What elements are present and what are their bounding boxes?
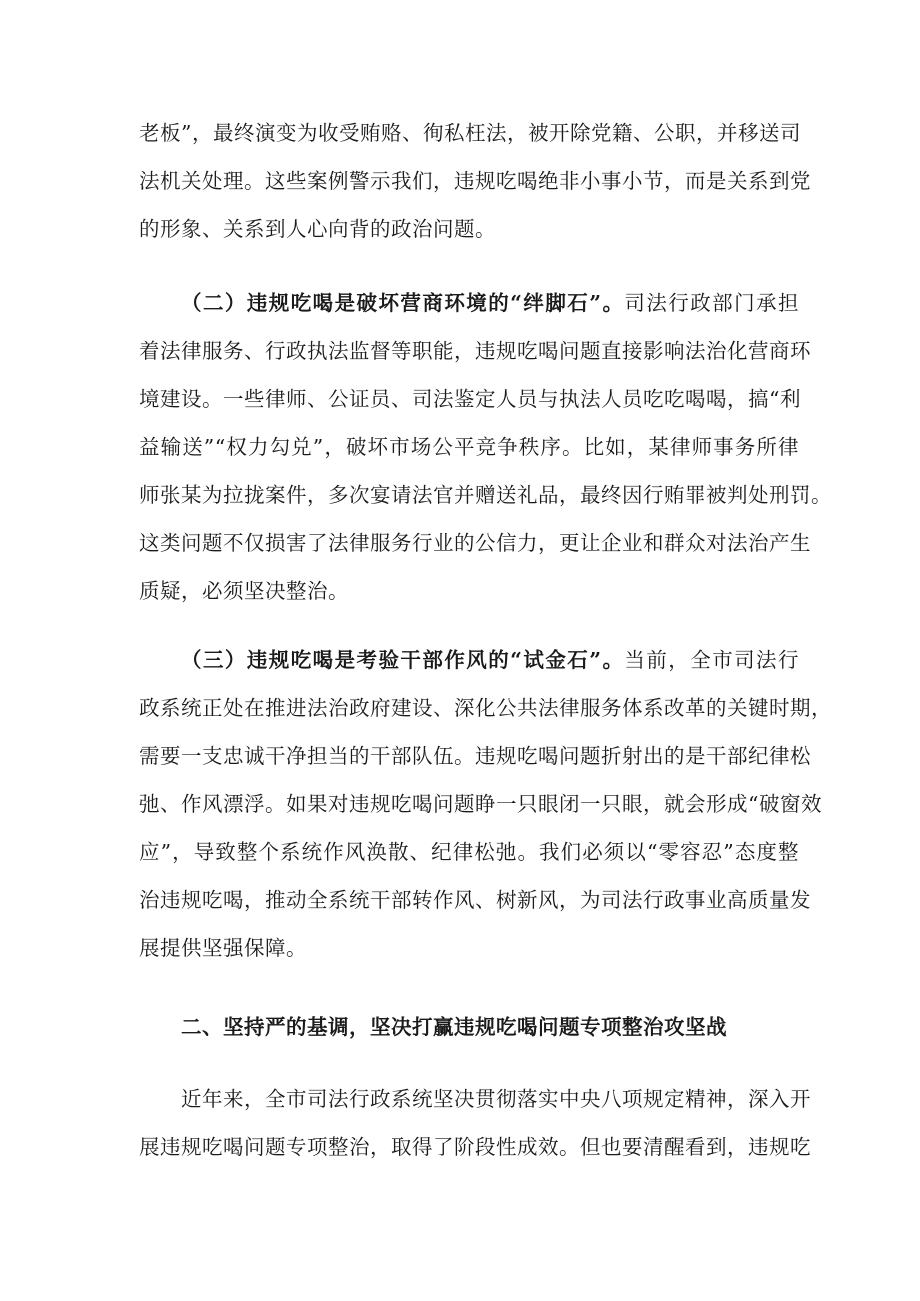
paragraph-line: 弛、作风漂浮。如果对违规吃喝问题睁一只眼闭一只眼，就会形成“破窗效 [139,792,822,816]
paragraph-line: 老板”，最终演变为收受贿赂、徇私枉法，被开除党籍、公职，并移送司 [139,121,801,145]
paragraph-line: 展违规吃喝问题专项整治，取得了阶段性成效。但也要清醒看到，违规吃 [139,1135,811,1159]
paragraph-line: 的形象、关系到人心向背的政治问题。 [139,217,496,241]
paragraph-line: 政系统正处在推进法治政府建设、深化公共法律服务体系改革的关键时期， [139,696,832,720]
paragraph-line: 质疑，必须坚决整治。 [139,579,349,603]
paragraph-text: 司法行政部门承担 [624,291,799,315]
paragraph-line: 师张某为拉拢案件，多次宴请法官并赠送礼品，最终因行贿罪被判处刑罚。 [139,483,832,507]
paragraph-line: 境建设。一些律师、公证员、司法鉴定人员与执法人员吃吃喝喝，搞“利 [139,387,801,411]
paragraph-first-line: 近年来，全市司法行政系统坚决贯彻落实中央八项规定精神，深入开 [181,1087,811,1111]
paragraph-line: 治违规吃喝，推动全系统干部转作风、树新风，为司法行政事业高质量发 [139,888,811,912]
paragraph-first-line [181,645,799,675]
paragraph-first-line [181,288,799,318]
paragraph-line: 应”，导致整个系统作风涣散、纪律松弛。我们必须以“零容忍”态度整 [139,840,799,864]
paragraph-line: 需要一支忠诚干净担当的干部队伍。违规吃喝问题折射出的是干部纪律松 [139,744,811,768]
paragraph-line: 着法律服务、行政执法监督等职能，违规吃喝问题直接影响法治化营商环 [139,339,811,363]
subheading-three: （三）违规吃喝是考验干部作风的“试金石”。 [181,648,625,672]
paragraph-line: 这类问题不仅损害了法律服务行业的公信力，更让企业和群众对法治产生 [139,531,811,555]
paragraph-text: 当前，全市司法行 [624,648,799,672]
paragraph-line: 法机关处理。这些案例警示我们，违规吃喝绝非小事小节，而是关系到党 [139,169,811,193]
paragraph-line: 展提供坚强保障。 [139,936,307,960]
paragraph-line: 益输送”“权力勾兑”，破坏市场公平竞争秩序。比如，某律师事务所律 [139,435,799,459]
subheading-two: （二）违规吃喝是破坏营商环境的“绊脚石”。 [181,291,625,315]
section-heading: 二、坚持严的基调，坚决打赢违规吃喝问题专项整治攻坚战 [181,1015,727,1039]
